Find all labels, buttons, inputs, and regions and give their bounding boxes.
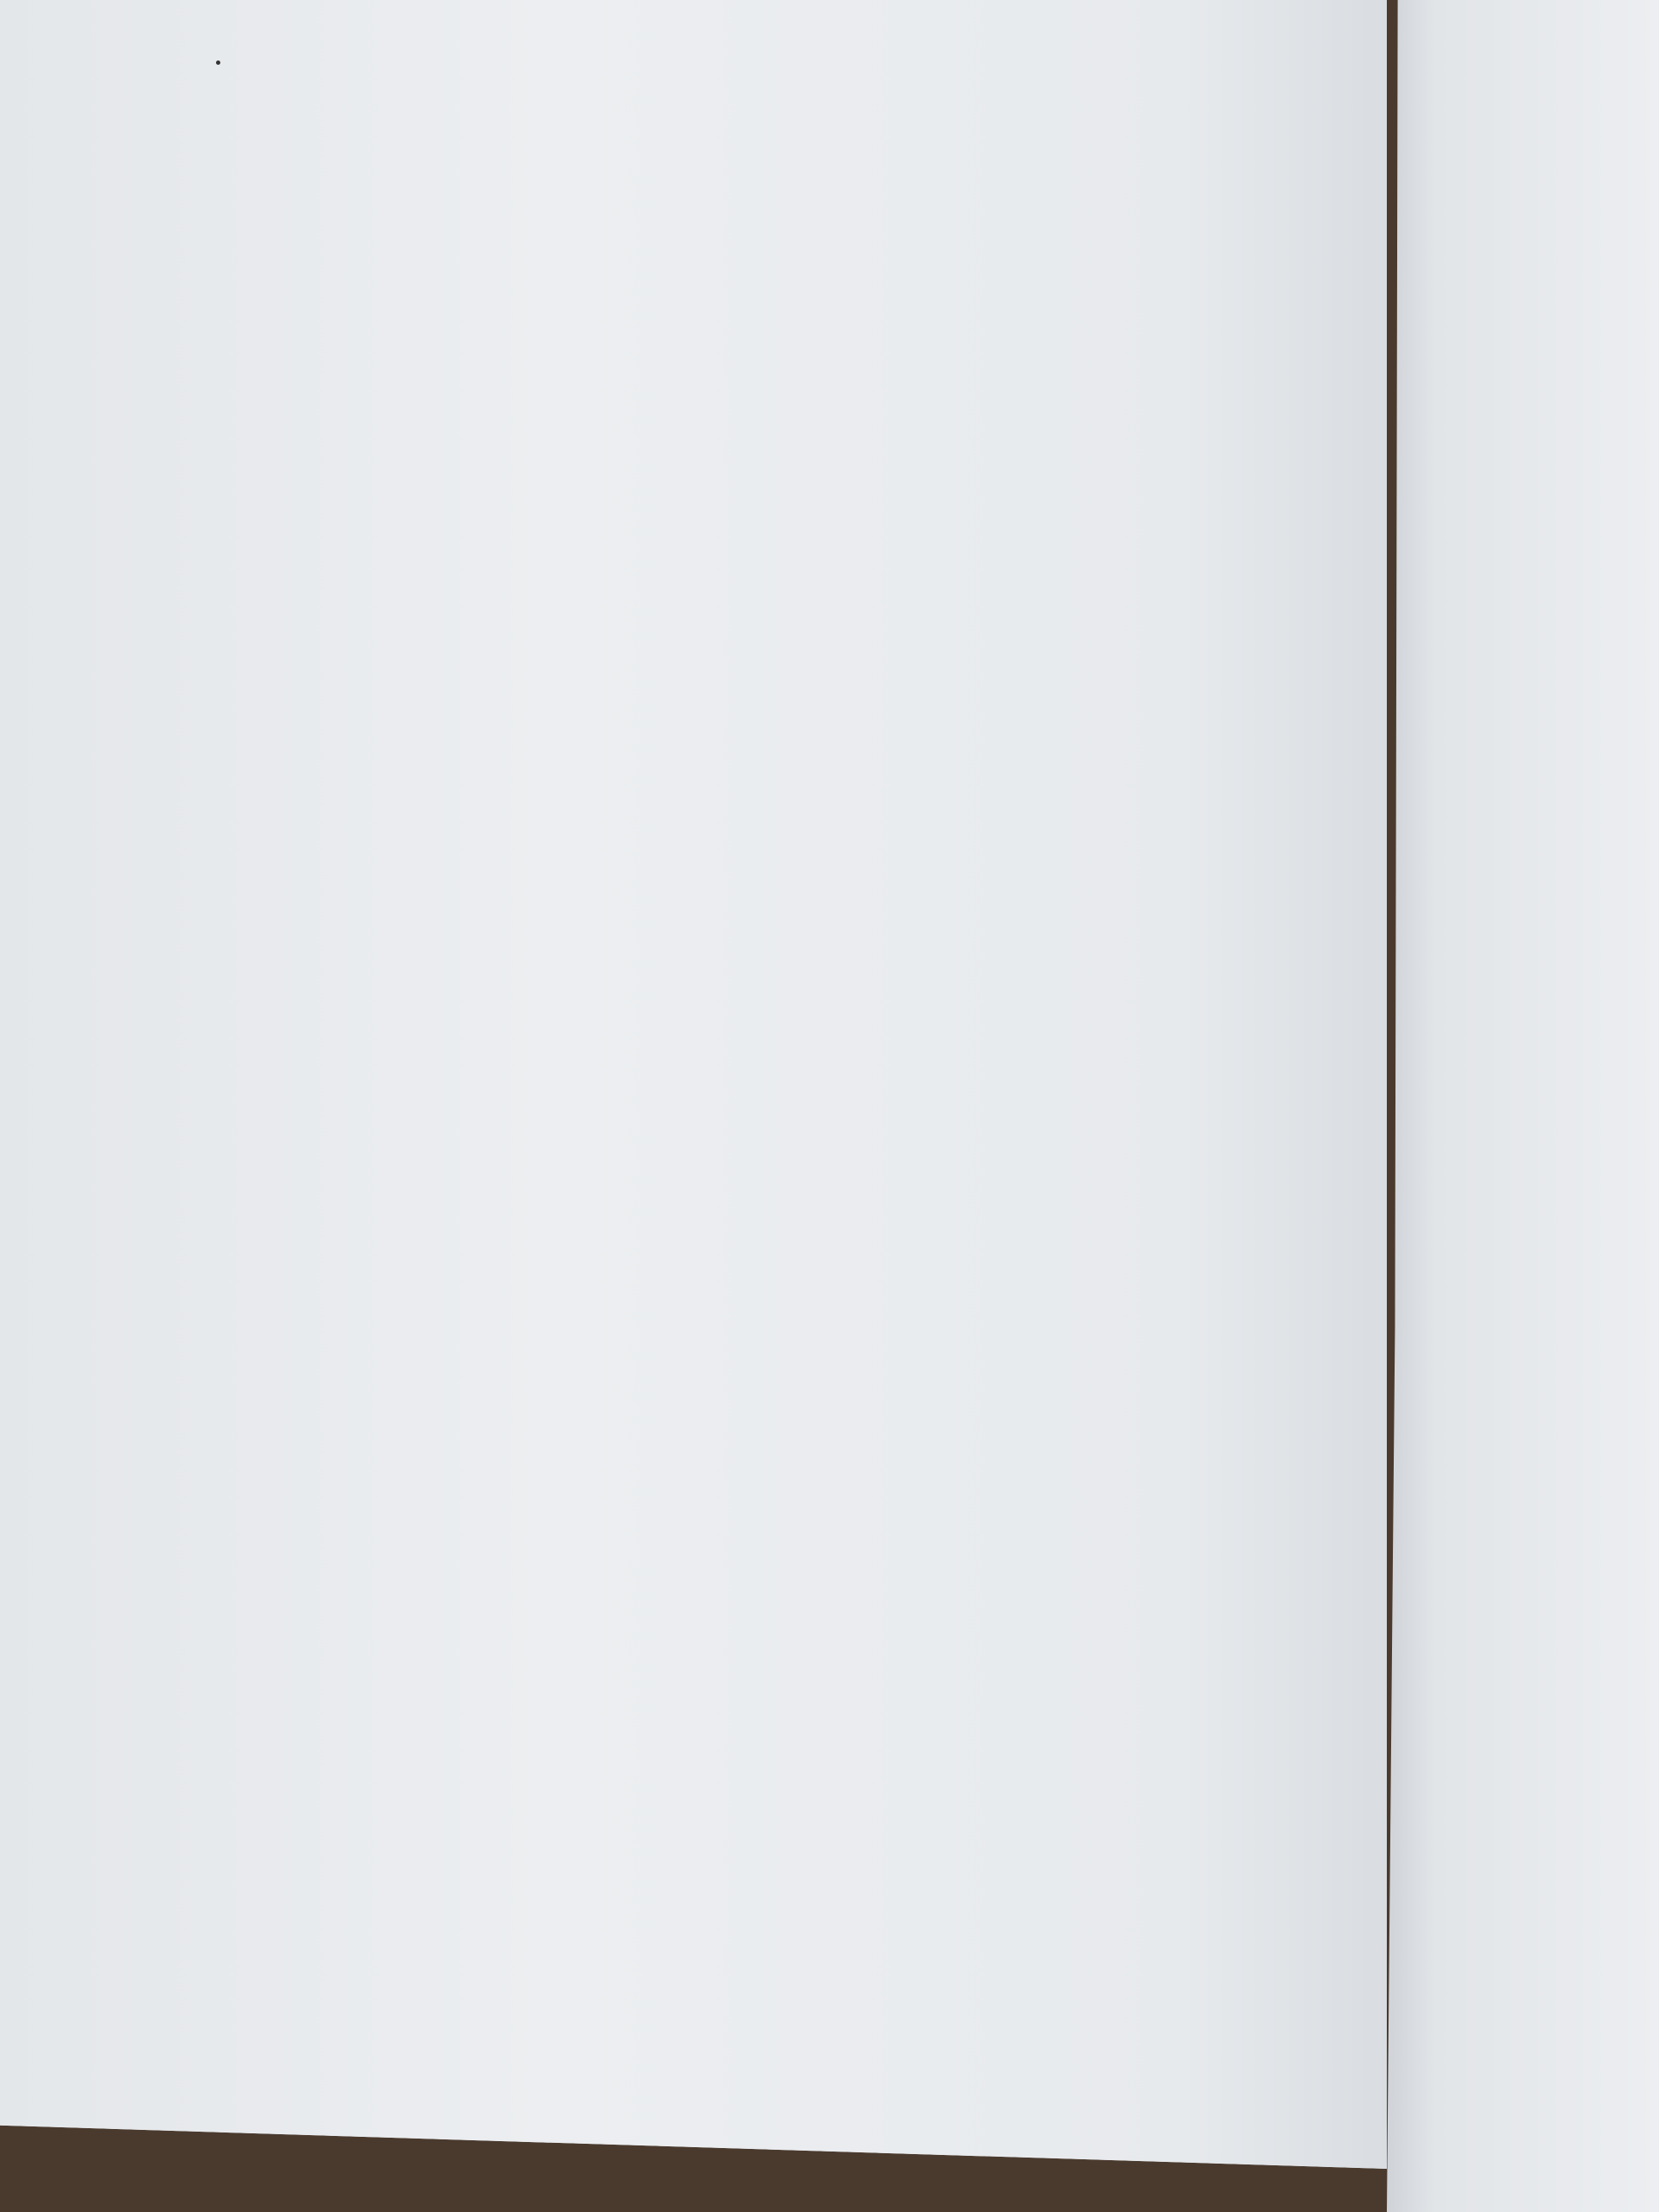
right-page-edge: [1387, 0, 1659, 2212]
chapter-heading: [173, 233, 1244, 302]
table-of-contents: [173, 233, 1244, 302]
page-speck: [216, 60, 220, 65]
